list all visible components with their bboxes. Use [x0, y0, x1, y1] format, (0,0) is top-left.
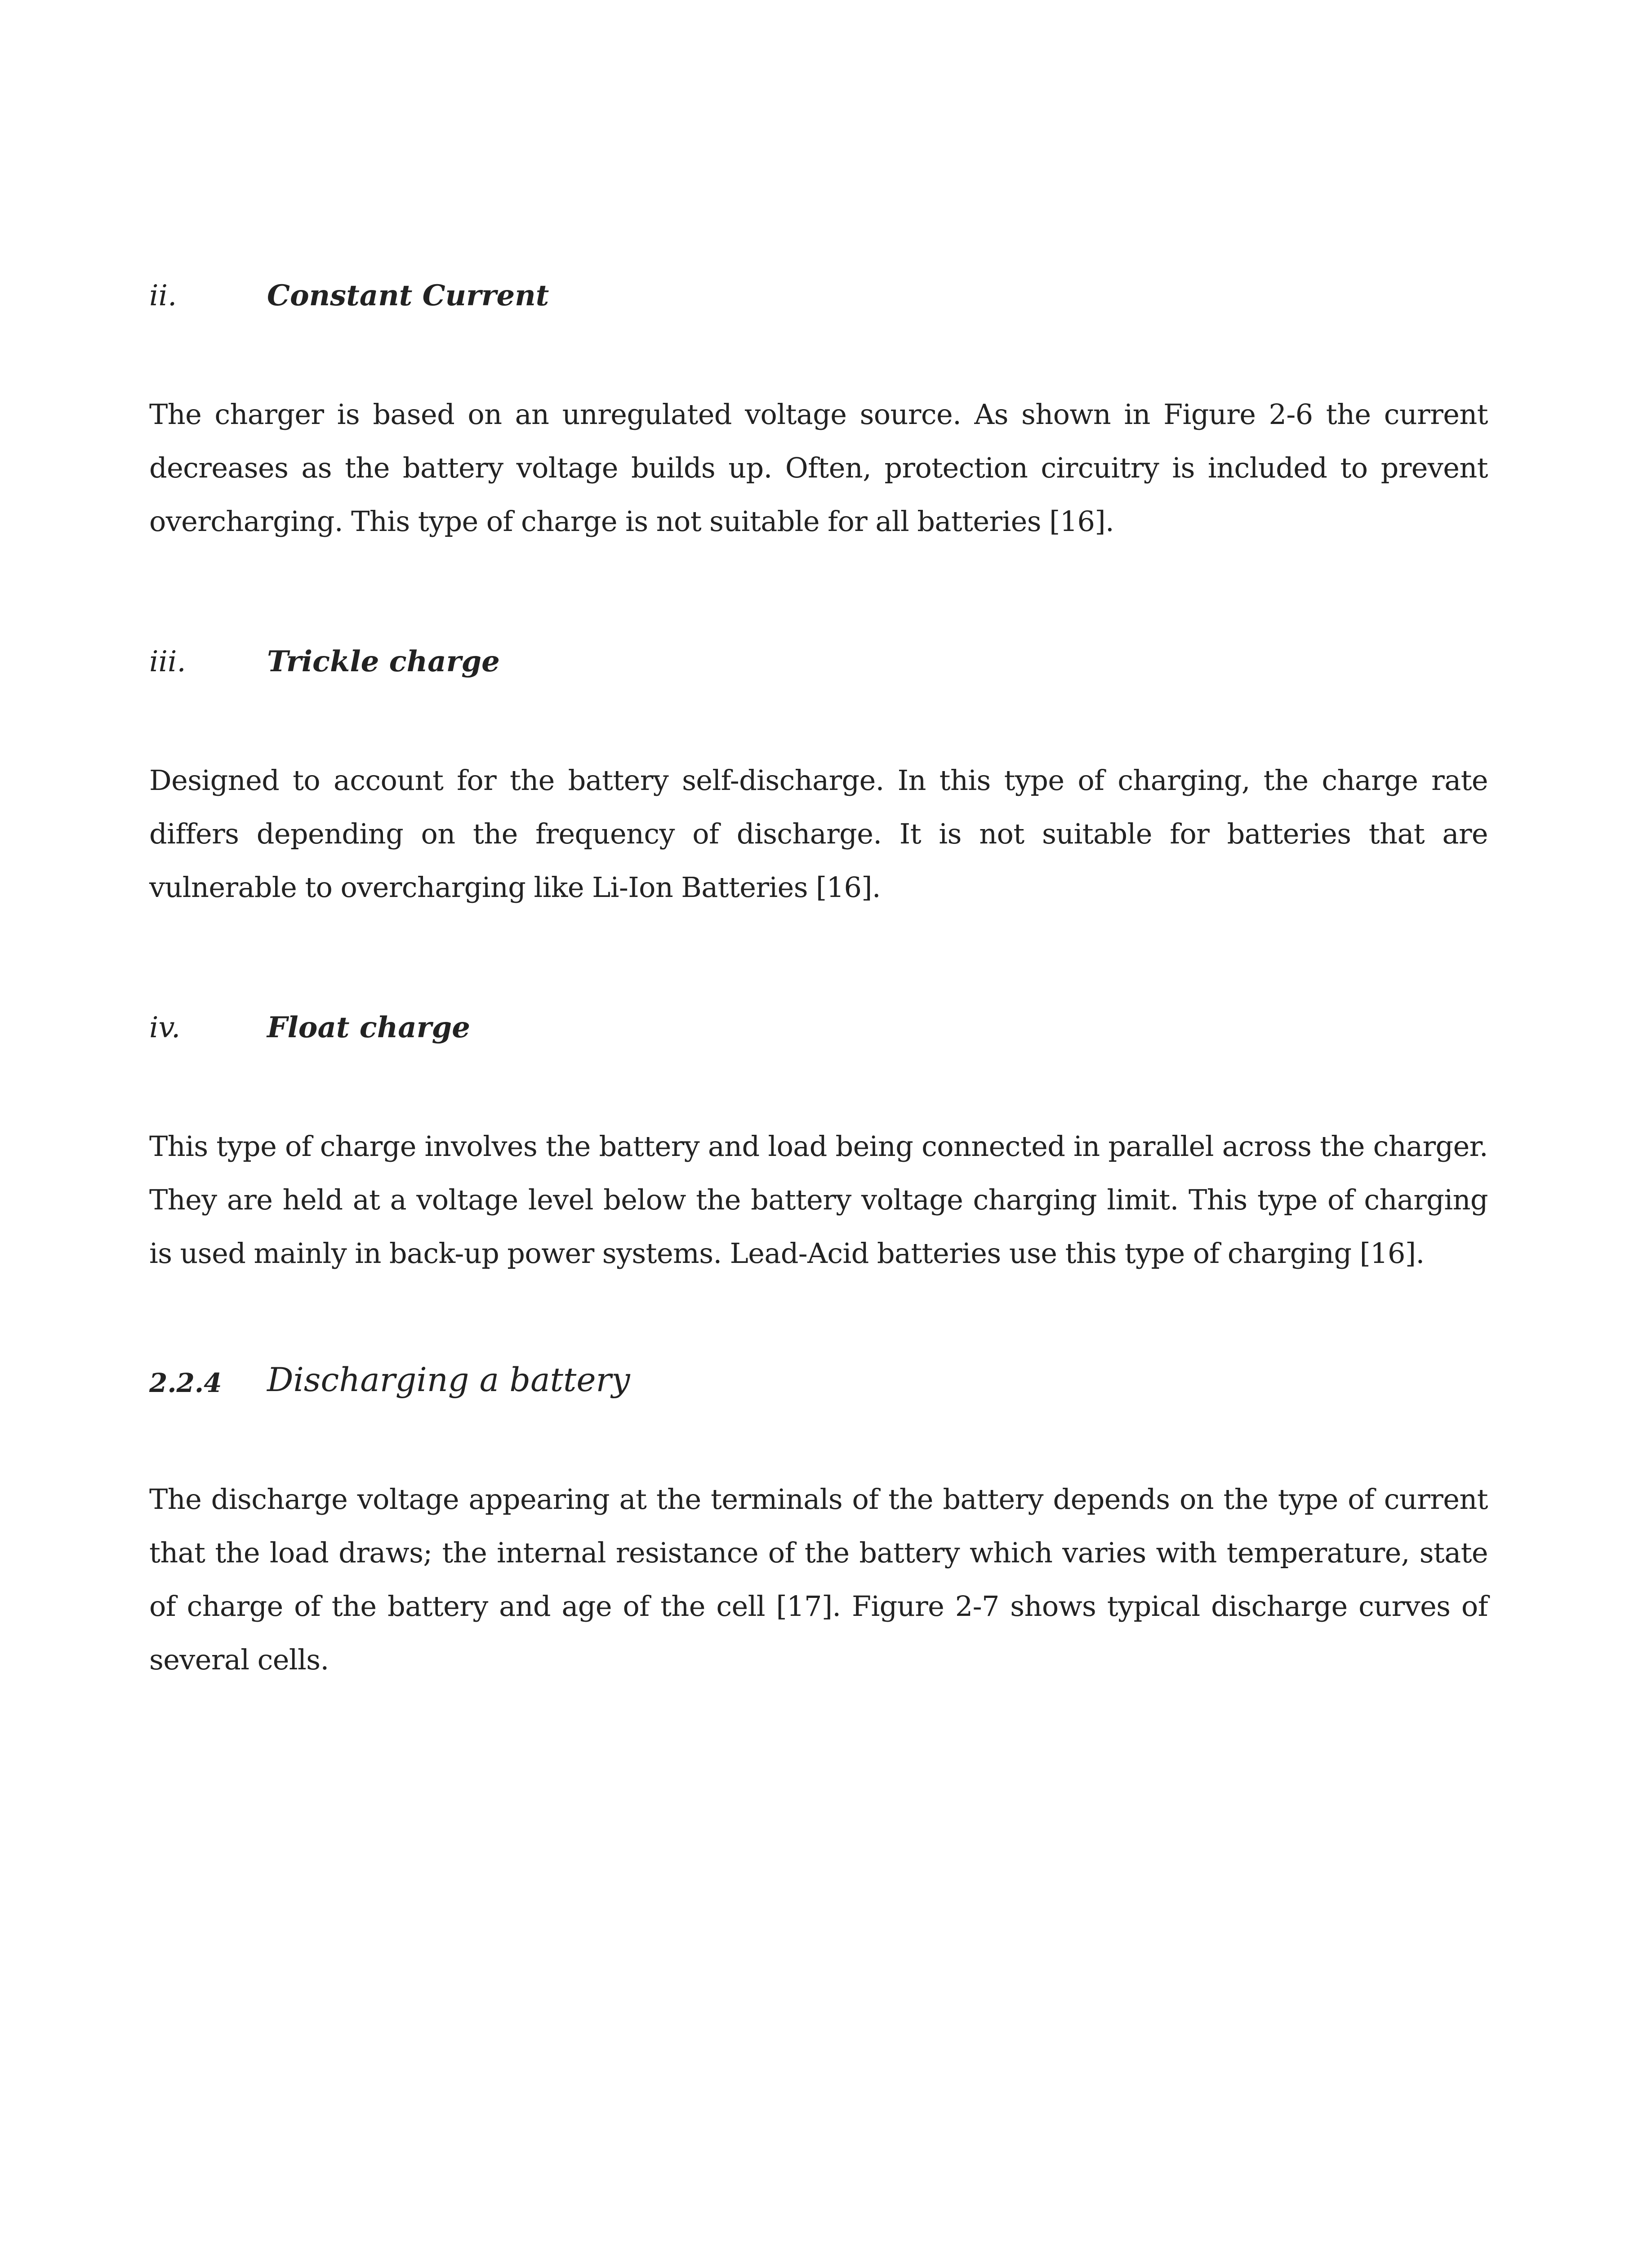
- paragraph-discharging-a-battery: The discharge voltage appearing at the terminals of the battery depends on the type of current that the load draws; the internal resistance of the battery which varies with temperature, state of charge of the battery and age of the cell [17]. Figure 2-7 shows typical discharge curves of several cells.: [149, 1483, 1488, 1676]
- heading-title: Constant Current: [267, 279, 549, 312]
- heading-title: Trickle charge: [267, 645, 500, 678]
- section-number: 2.2.4: [149, 1368, 222, 1398]
- paragraph-constant-current: The charger is based on an unregulated voltage source. As shown in Figure 2-6 the current decreases as the battery voltage builds up. Often, protection circuitry is included to prevent overcharging. This type of charge is not suitable for all batteries [16].: [149, 398, 1488, 538]
- paragraph-trickle-charge: Designed to account for the battery self-discharge. In this type of charging, the charge rate differs depending on the frequency of discharge. It is not suitable for batteries that are vulnerable to overcharging like Li-Ion Batteries [16].: [149, 764, 1488, 904]
- heading-number: iv.: [149, 1011, 181, 1044]
- heading-number: iii.: [149, 645, 186, 678]
- section-title: Discharging a battery: [267, 1361, 630, 1399]
- heading-number: ii.: [149, 279, 177, 312]
- heading-title: Float charge: [267, 1011, 470, 1044]
- paragraph-float-charge: This type of charge involves the battery and load being connected in parallel across the charger. They are held at a voltage level below the battery voltage charging limit. This type of charging is used mainly in back-up power systems. Lead-Acid batteries use this type of charging [16].: [149, 1130, 1488, 1270]
